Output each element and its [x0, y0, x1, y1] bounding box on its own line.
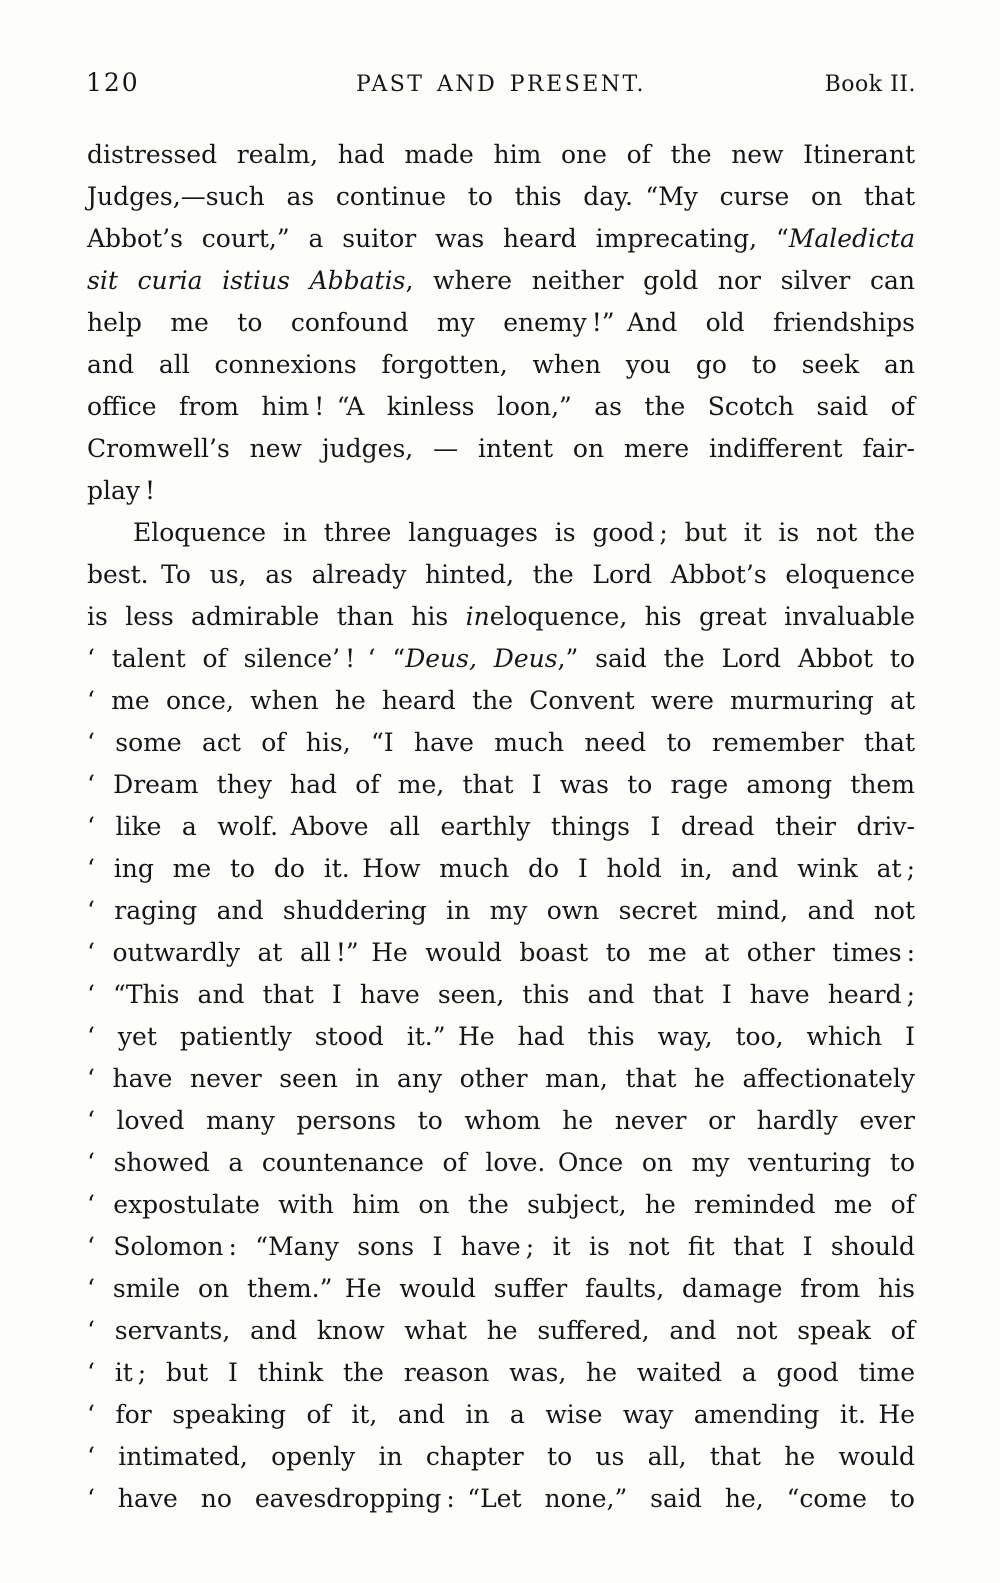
text-line — [87, 1058, 915, 1100]
text-segment: ‘ “This and that I have seen, this and that I have heard ; — [87, 980, 915, 1009]
text-line — [87, 1268, 915, 1310]
text-segment: ‘ some act of his, “I have much need to remember that — [87, 728, 915, 757]
text-segment: best. To us, as already hinted, the Lord Abbot’s eloquence — [87, 560, 915, 589]
text-line — [87, 1394, 915, 1436]
page-number: 120 — [86, 68, 140, 97]
text-line — [87, 890, 915, 932]
text-line — [87, 1226, 915, 1268]
text-line — [87, 1184, 915, 1226]
page-body — [87, 134, 915, 1520]
text-line — [87, 974, 915, 1016]
italic-text-segment: sit curia istius Abbatis — [87, 266, 406, 295]
text-segment: play ! — [87, 476, 156, 505]
text-line — [87, 176, 915, 218]
book-label: Book II. — [824, 72, 916, 97]
text-line — [87, 1100, 915, 1142]
text-segment: ‘ servants, and know what he suffered, and not speak of — [87, 1316, 915, 1345]
text-line — [87, 512, 915, 554]
text-segment: ‘ for speaking of it, and in a wise way amending it. He — [87, 1400, 915, 1429]
text-line — [87, 344, 915, 386]
text-segment: ‘ me once, when he heard the Convent were murmuring at — [87, 686, 915, 715]
text-line — [87, 596, 915, 638]
running-header — [86, 68, 916, 97]
text-segment: distressed realm, had made him one of the new Itinerant — [87, 140, 915, 169]
text-segment: ‘ have no eavesdropping : “Let none,” said he, “come to — [87, 1484, 915, 1513]
text-segment: is less admirable than his — [87, 602, 466, 631]
italic-text-segment: Maledicta — [788, 224, 915, 253]
text-segment: , where neither gold nor silver can — [405, 266, 915, 295]
text-segment: ‘ raging and shuddering in my own secret mind, and not — [87, 896, 915, 925]
running-title: PAST AND PRESENT. — [356, 72, 646, 97]
italic-text-segment: Deus, Deus — [405, 644, 558, 673]
text-line — [87, 1142, 915, 1184]
text-line — [87, 1016, 915, 1058]
text-segment: Judges,—such as continue to this day. “My curse on that — [87, 182, 915, 211]
text-segment: ‘ intimated, openly in chapter to us all, that he would — [87, 1442, 915, 1471]
text-segment: ‘ have never seen in any other man, that he affectionately — [87, 1064, 915, 1093]
text-segment: ‘ loved many persons to whom he never or hardly ever — [87, 1106, 915, 1135]
text-segment: ‘ it ; but I think the reason was, he waited a good time — [87, 1358, 915, 1387]
text-line — [87, 134, 915, 176]
text-line — [87, 218, 915, 260]
text-line — [87, 554, 915, 596]
italic-text-segment: in — [465, 602, 490, 631]
text-segment: ‘ expostulate with him on the subject, he reminded me of — [87, 1190, 915, 1219]
text-line — [87, 722, 915, 764]
text-line — [87, 848, 915, 890]
text-line — [87, 260, 915, 302]
text-segment: ‘ talent of silence’ ! ‘ “ — [87, 644, 406, 673]
text-segment: eloquence, his great invaluable — [489, 602, 915, 631]
text-segment: ‘ Dream they had of me, that I was to rage among them — [87, 770, 915, 799]
text-line — [87, 1478, 915, 1520]
text-line — [87, 680, 915, 722]
text-line — [87, 470, 915, 512]
text-segment: ‘ smile on them.” He would suffer faults, damage from his — [87, 1274, 915, 1303]
text-line — [87, 764, 915, 806]
text-segment: Eloquence in three languages is good ; but it is not the — [133, 518, 915, 547]
text-segment: help me to confound my enemy !” And old friendships — [87, 308, 915, 337]
text-line — [87, 638, 915, 680]
text-line — [87, 1310, 915, 1352]
text-segment: and all connexions forgotten, when you go to seek an — [87, 350, 915, 379]
text-line — [87, 428, 915, 470]
text-segment: Abbot’s court,” a suitor was heard imprecating, “ — [87, 224, 789, 253]
text-line — [87, 302, 915, 344]
text-segment: ,” said the Lord Abbot to — [557, 644, 915, 673]
text-segment: ‘ yet patiently stood it.” He had this way, too, which I — [87, 1022, 915, 1051]
text-segment: ‘ showed a countenance of love. Once on my venturing to — [87, 1148, 915, 1177]
text-line — [87, 1352, 915, 1394]
text-line — [87, 1436, 915, 1478]
text-segment: Cromwell’s new judges, — intent on mere indifferent fair- — [87, 434, 915, 463]
text-segment: ‘ like a wolf. Above all earthly things I dread their driv- — [87, 812, 915, 841]
text-segment: ‘ Solomon : “Many sons I have ; it is not fit that I should — [87, 1232, 915, 1261]
text-segment: ‘ outwardly at all !” He would boast to me at other times : — [87, 938, 915, 967]
text-segment: office from him ! “A kinless loon,” as the Scotch said of — [87, 392, 915, 421]
text-line — [87, 806, 915, 848]
text-line — [87, 386, 915, 428]
text-segment: ‘ ing me to do it. How much do I hold in, and wink at ; — [87, 854, 915, 883]
text-line — [87, 932, 915, 974]
